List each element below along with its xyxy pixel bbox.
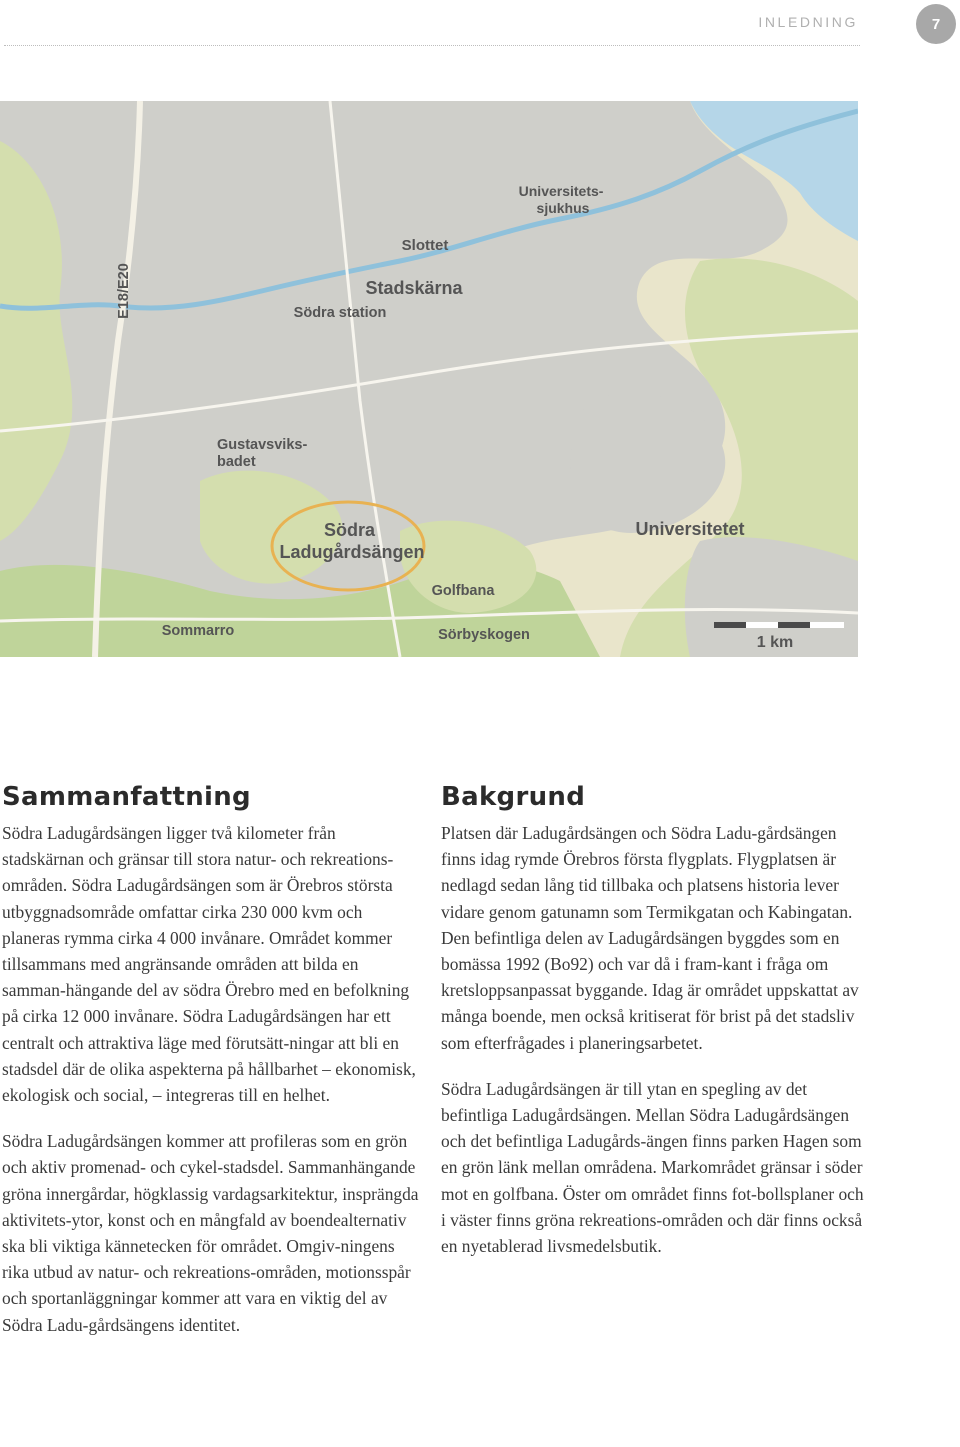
map-label-sommarro: Sommarro — [161, 623, 235, 639]
background-heading: Bakgrund — [441, 782, 586, 812]
map-label-district: Södra Ladugårdsängen — [279, 520, 425, 562]
scale-label: 1 km — [756, 634, 794, 651]
scale-bar-segment — [810, 622, 844, 628]
map-label-station: Södra station — [293, 305, 387, 321]
page-header — [0, 0, 960, 50]
map-label-castle: Slottet — [401, 237, 449, 254]
summary-heading: Sammanfattning — [2, 782, 251, 812]
background-section — [441, 782, 871, 1259]
map-figure — [0, 101, 858, 657]
map-label-bath: Gustavsviks- badet — [217, 437, 308, 470]
header-divider — [4, 45, 860, 46]
map-labels — [0, 101, 858, 657]
map-label-forest: Sörbyskogen — [438, 627, 530, 643]
summary-paragraph: Södra Ladugårdsängen ligger två kilometer från stadskärnan och gränsar till stora natur- och rekreations-områden. Södra Ladugårdsängen som är Örebros största utbyggnadsområde omfattar cirka 230 000 kvm och planeras rymma cirka 4 000 invånare. Området kommer tillsammans med angränsande områden att bilda en samman-hängande del av södra Örebro med en befolkning på cirka 12 000 invånare. Södra Ladugårdsängen har ett centralt och attraktiva läge med förutsätt-ningar att bli en stadsdel där de olika aspekterna på hållbarhet – ekonomisk, ekologisk och social, – integreras till en helhet. — [2, 823, 416, 1106]
background-paragraph: Södra Ladugårdsängen är till ytan en spegling av det befintliga Ladugårdsängen. Mellan Södra Ladugårdsängen och det befintliga Ladugårds-ängen finns parken Hagen som en grön länk mellan områdena. Markområdet gränsar i söder mot en golfbana. Öster om området finns fot-bollsplaner och i väster finns gröna rekreations-områden och där finns också en nyetablerad livsmedelsbutik. — [441, 1078, 864, 1257]
section-label: INLEDNING — [758, 14, 858, 30]
page-number-badge: 7 — [916, 4, 956, 44]
map-label-university: Universitetet — [635, 519, 745, 539]
map-label-highway: E18/E20 — [116, 263, 132, 319]
map-label-city-centre: Stadskärna — [365, 278, 463, 298]
scale-bar-segment — [746, 622, 778, 628]
background-paragraph: Platsen där Ladugårdsängen och Södra Ladu-gårdsängen finns idag rymde Örebros första flygplats. Flygplatsen är nedlagd sedan lång tid tillbaka och platsens historia lever vidare genom gatunamn som Termikgatan och Kabingatan. Den befintliga delen av Ladugårdsängen byggdes som en bomässa 1992 (Bo92) och var då i fram-kant i fråga om kretsloppsanpassat byggande. Idag är området uppskattat av många boende, men också kritiserat för brist på det stadsliv som efterfrågades i planeringsarbetet. — [441, 823, 859, 1053]
map-label-golf: Golfbana — [431, 583, 495, 599]
summary-paragraph: Södra Ladugårdsängen kommer att profileras som en grön och aktiv promenad- och cykel-stadsdel. Sammanhängande gröna innergårdar, högklassig vardagsarkitektur, insprängda aktivitets-ytor, konst och en mångfald av boendealternativ ska bli viktiga kännetecken för området. Omgiv-ningens rika utbud av natur- och rekreations-områden, motionsspår och sportanläggningar kommer att vara en viktig del av Södra Ladu-gårdsängens identitet. — [2, 1131, 419, 1335]
map-label-hospital: Universitets- sjukhus — [518, 183, 604, 216]
summary-section — [2, 782, 422, 1338]
